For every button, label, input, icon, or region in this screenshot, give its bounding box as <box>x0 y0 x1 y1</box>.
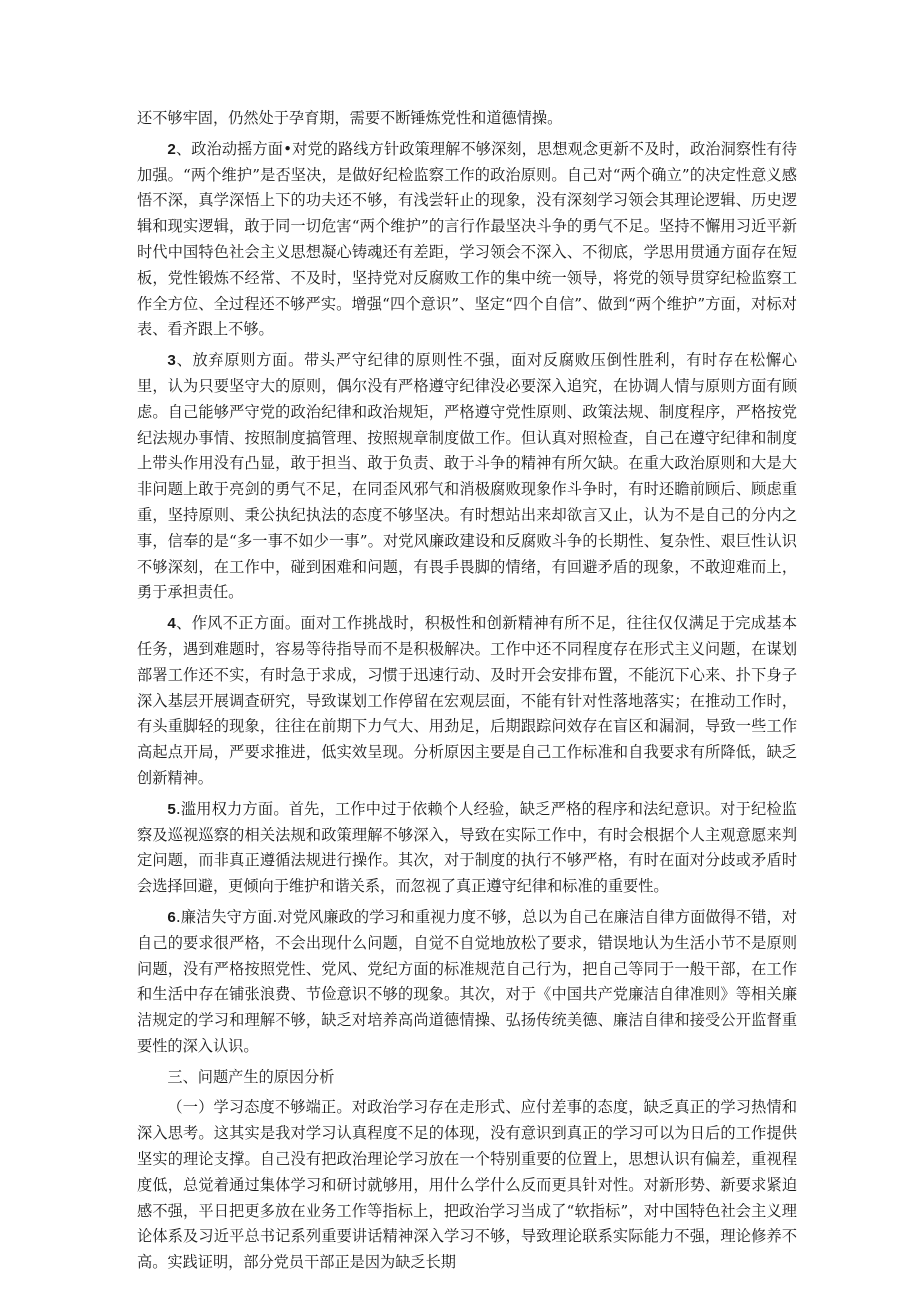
item-number: 3 <box>167 352 176 370</box>
paragraph-political-wavering <box>137 137 797 343</box>
paragraph-text: 、作风不正方面。面对工作挑战时，积极性和创新精神有所不足，往往仅仅满足于完成基本任务，遇到难题时，容易等待指导而不是积极解决。工作中还不同程度存在形式主义问题，在谋划部署工作还不实，有时急于求成，习惯于迅速行动、及时开会安排布置，不能沉下心来、扑下身子深入基层开展调查研究，导致谋划工作停留在宏观层面，不能有针对性落地落实；在推动工作时，有头重脚轻的现象，往往在前期下力气大、用劲足，后期跟踪问效存在盲区和漏洞，导致一些工作高起点开局，严要求推进，低实效呈现。分析原因主要是自己工作标准和自我要求有所降低，缺乏创新精神。 <box>137 614 797 787</box>
paragraph-continuation: 还不够牢固，仍然处于孕育期，需要不断锤炼党性和道德情操。 <box>137 109 563 127</box>
paragraph-abandon-principles <box>137 348 797 606</box>
paragraph-integrity <box>137 905 797 1060</box>
item-number: 6 <box>167 908 176 926</box>
document-body <box>137 106 797 1281</box>
paragraph-abuse-of-power <box>137 797 797 900</box>
item-number: 5 <box>167 800 176 818</box>
paragraph-work-style <box>137 611 797 792</box>
item-number: 4 <box>167 615 176 633</box>
paragraph-study-attitude: （一）学习态度不够端正。对政治学习存在走形式、应付差事的态度，缺乏真正的学习热情和深入思考。这其实是我对学习认真程度不足的体现，没有意识到真正的学习可以为日后的工作提供坚实的理论支撑。自己没有把政治理论学习放在一个特别重要的位置上，思想认识有偏差，重视程度低，总觉着通过集体学习和研讨就够用，用什么学什么反而更具针对性。对新形势、新要求紧迫感不强，平日把更多放在业务工作等指标上，把政治学习当成了“软指标”，对中国特色社会主义理论体系及习近平总书记系列重要讲话精神深入学习不够，导致理论联系实际能力不强，理论修养不高。实践证明，部分党员干部正是因为缺乏长期 <box>137 1098 797 1272</box>
paragraph-text: 、放弃原则方面。带头严守纪律的原则性不强，面对反腐败压倒性胜利，有时存在松懈心里，认为只要坚守大的原则，偶尔没有严格遵守纪律没必要深入追究，在协调人情与原则方面有顾虑。自己能够严守党的政治纪律和政治规矩，严格遵守党性原则、政策法规、制度程序，严格按党纪法规办事情、按照制度搞管理、按照规章制度做工作。但认真对照检查，自己在遵守纪律和制度上带头作用没有凸显，敢于担当、敢于负责、敢于斗争的精神有所欠缺。在重大政治原则和大是大非问题上敢于亮剑的勇气不足，在同歪风邪气和消极腐败现象作斗争时，有时还瞻前顾后、顾虑重重，坚持原则、秉公执纪执法的态度不够坚决。有时想站出来却欲言又止，认为不是自己的分内之事，信奉的是“多一事不如少一事”。对党风廉政建设和反腐败斗争的长期性、复杂性、艰巨性认识不够深刻，在工作中，碰到困难和问题，有畏手畏脚的情绪，有回避矛盾的现象，不敢迎难而上，勇于承担责任。 <box>137 351 797 602</box>
paragraph-text: .滥用权力方面。首先，工作中过于依赖个人经验，缺乏严格的程序和法纪意识。对于纪检监察及巡视巡察的相关法规和政策理解不够深入，导致在实际工作中，有时会根据个人主观意愿来判定问题，而非真正遵循法规进行操作。其次，对于制度的执行不够严格，有时在面对分歧或矛盾时会选择回避，更倾向于维护和谐关系，而忽视了真正遵守纪律和标准的重要性。 <box>137 799 797 896</box>
paragraph-text: 、政治动摇方面•对党的路线方针政策理解不够深刻，思想观念更新不及时，政治洞察性有待加强。“两个维护”是否坚决，是做好纪检监察工作的政治原则。自己对“两个确立”的决定性意义感悟不深，真学深悟上下的功夫还不够，有浅尝轩止的现象，没有深刻学习领会其理论逻辑、历史逻辑和现实逻辑，敢于同一切危害“两个维护”的言行作最坚决斗争的勇气不足。坚持不懈用习近平新时代中国特色社会主义思想凝心铸魂还有差距，学习领会不深入、不彻底，学思用贯通方面存在短板，党性锻炼不经常、不及时，坚持党对反腐败工作的集中统一领导，将党的领导贯穿纪检监察工作全方位、全过程还不够严实。增强“四个意识”、坚定“四个自信”、做到“两个维护”方面，对标对表、看齐跟上不够。 <box>137 139 797 339</box>
paragraph-text: .廉洁失守方面.对党风廉政的学习和重视力度不够，总以为自己在廉洁自律方面做得不错，对自己的要求很严格，不会出现什么问题，自觉不自觉地放松了要求，错误地认为生活小节不是原则问题，没有严格按照党性、党风、党纪方面的标准规范自己行为，把自己等同于一般干部，在工作和生活中存在铺张浪费、节俭意识不够的现象。其次，对于《中国共产党廉洁自律准则》等相关廉洁规定的学习和理解不够，缺乏对培养高尚道德情操、弘扬传统美德、廉洁自律和接受公开监督重要性的深入认识。 <box>137 907 797 1055</box>
item-number: 2 <box>167 140 176 158</box>
section-heading: 三、问题产生的原因分析 <box>167 1067 335 1086</box>
